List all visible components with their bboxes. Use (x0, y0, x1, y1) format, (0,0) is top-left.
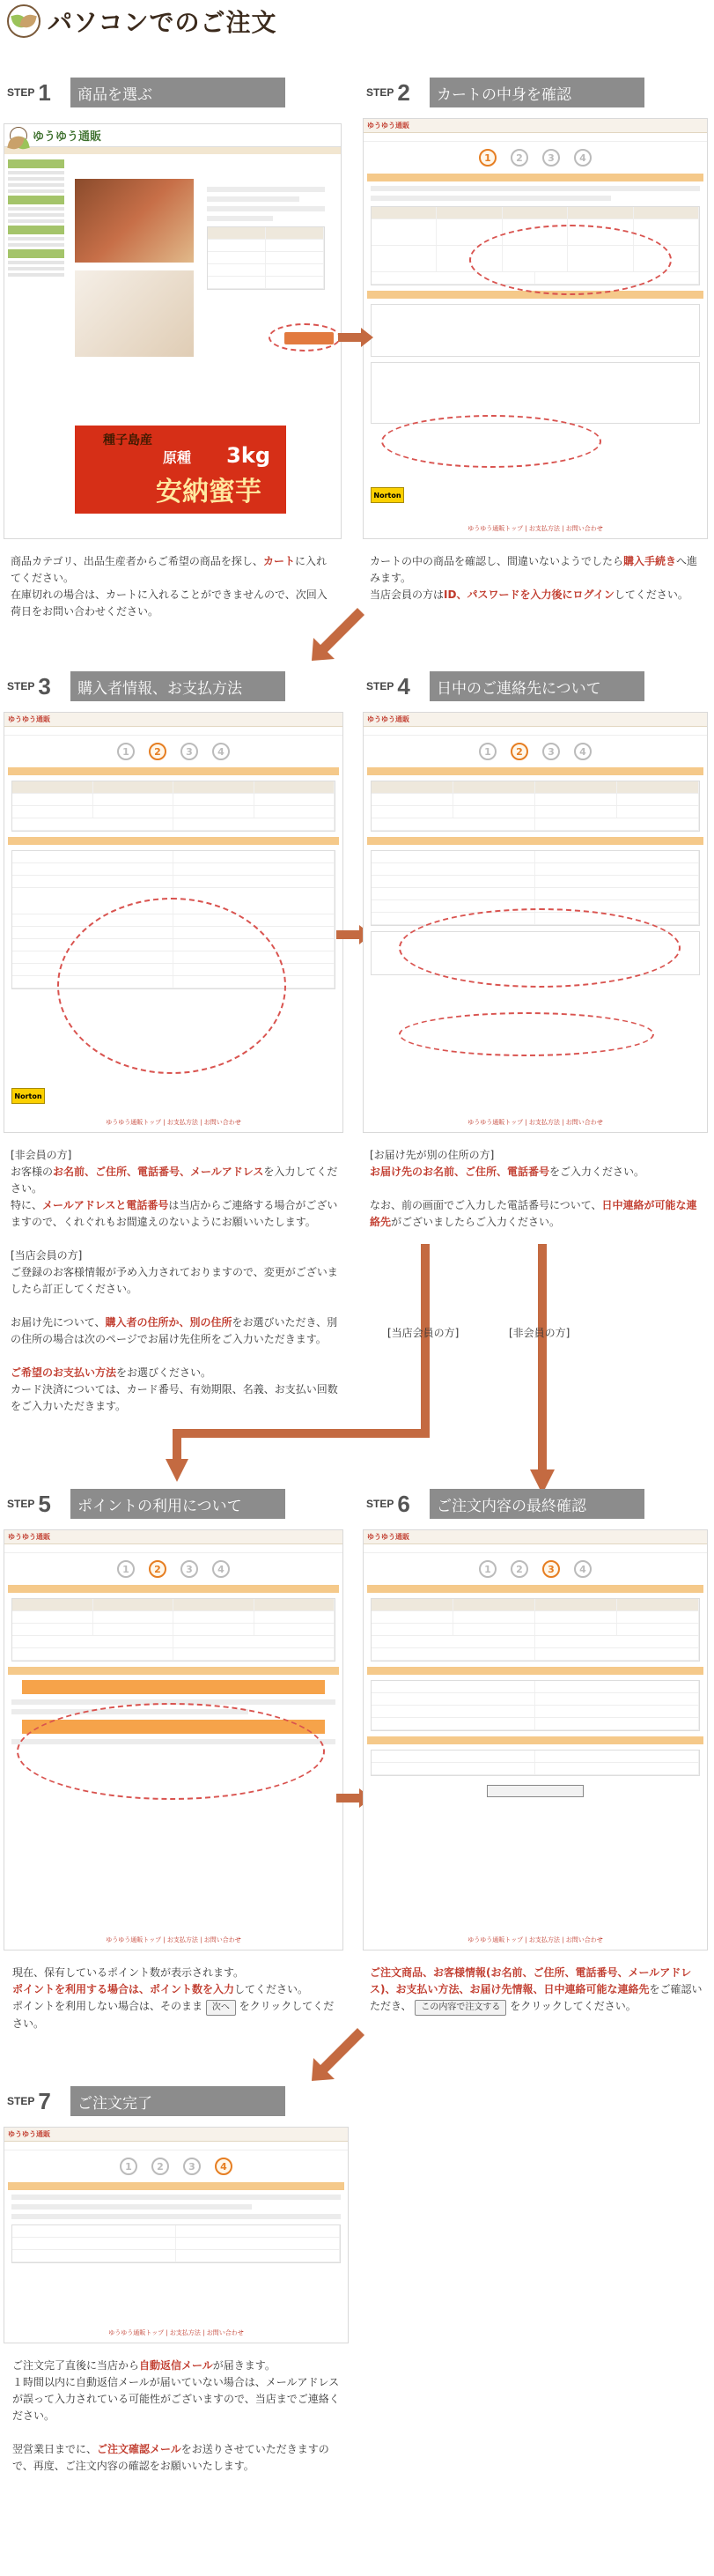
step-1-description: 商品カテゴリ、出品生産者からご希望の商品を探し、カートに入れてください。 在庫切れの場合は、カートに入れることができませんので、次回入荷日をお問い合わせください。 (11, 555, 328, 618)
step-1-screenshot (4, 123, 342, 539)
step-3-title: 購入者情報、お支払方法 (70, 671, 285, 701)
step-6-header: STEP 6 ご注文内容の最終確認 (363, 1489, 644, 1519)
arrow-2-to-3 (312, 608, 364, 661)
step-2-title: カートの中身を確認 (430, 78, 644, 107)
step-5-title: ポイントの利用について (70, 1489, 285, 1519)
step-7-description: ご注文完了直後に当店から自動返信メールが届きます。 １時間以内に自動返信メールが届いていない場合は、メールアドレスが誤って入力されている可能性がございますので、当店までご連絡ください。 翌営業日までに、ご注文確認メールをお送りさせていただきますので、再度、ご注文内容の確認をお願いいたします。 (12, 2359, 340, 2472)
step-7-screenshot: ゆうゆう通販 1 2 3 4 ゆうゆう通販トップ | お支払方法 | お問い合わせ (4, 2127, 349, 2343)
norton-badge: Norton (371, 487, 404, 503)
arrow-6-to-7 (312, 2028, 364, 2081)
nonmember-label: [非会員の方] (509, 1327, 570, 1339)
shop-logo-icon (10, 127, 27, 144)
step-1-header (4, 78, 285, 107)
step-3-screenshot: ゆうゆう通販 1 2 3 4 Norton ゆうゆう通販トップ | お支払方法 | お問い合わせ (4, 712, 343, 1133)
step-1-title: 商品を選ぶ (70, 78, 285, 107)
step-5-description: 現在、保有しているポイント数が表示されます。 ポイントを利用する場合は、ポイント数を入力してください。 ポイントを利用しない場合は、そのまま 次へ をクリックしてください。 (12, 1966, 335, 2030)
step-2-screenshot: ゆうゆう通販 1 2 3 4 Norton ゆうゆう通販トップ | お支払方法 | お問い合わせ (363, 118, 708, 539)
step-6-screenshot: ゆうゆう通販 1 2 3 4 ゆうゆう通販トップ | お支払方法 | お問い合わせ (363, 1529, 708, 1951)
arrow-nonmember-branch (530, 1244, 555, 1499)
page-title: パソコンでのご注文 (48, 8, 277, 37)
step-4-title: 日中のご連絡先について (430, 671, 644, 701)
step-1-num: 1 (38, 78, 51, 106)
product-banner (75, 426, 286, 514)
product-photo-2 (75, 270, 194, 357)
banner-weight: 3kg (226, 443, 270, 468)
arrow-1-to-2 (338, 328, 373, 347)
step-3-description: [非会員の方] お客様のお名前、ご住所、電話番号、メールアドレスを入力してください。 特に、メールアドレスと電話番号は当店からご連絡する場合がございますので、くれぐれもお間違えのないようにお願いいたします。 [当店会員の方] ご登録のお客様情報が予め入力されておりますので、変更がございましたら訂正してください。 お届け先について、購入者の住所か、別の住所をお選びいただき、別の住所の場合は次のページでお届け先住所をご入力いただきます。 ご希望のお支払い方法をお選びください。 カード決済については、カード番号、有効期限、名義、お支払い回数をご入力いただきます。 (11, 1149, 338, 1412)
shop-sidebar (8, 159, 64, 279)
leaf-logo-icon (7, 4, 40, 38)
banner-main: 原種 (163, 449, 192, 466)
step-4-screenshot: ゆうゆう通販 1 2 3 4 ゆうゆう通販トップ | お支払方法 | お問い合わせ (363, 712, 708, 1133)
step-3-header: STEP 3 購入者情報、お支払方法 (4, 671, 285, 701)
shop-logo-text: ゆうゆう通販 (33, 130, 102, 144)
page-header (7, 2, 276, 41)
mini-order-button (487, 1785, 584, 1797)
next-button[interactable]: 次へ (206, 2000, 236, 2016)
arrow-member-branch (166, 1244, 430, 1491)
step-6-description: ご注文商品、お客様情報(お名前、ご住所、電話番号、メールアドレス)、お支払い方法、お届け先情報、日中連絡可能な連絡先をご確認いただき、 この内容で注文する をクリックしてください。 (370, 1965, 704, 2016)
member-label: [当店会員の方] (387, 1327, 460, 1339)
step-2-description: カートの中の商品を確認し、間違いないようでしたら購入手続きへ進みます。 当店会員の方はID、パスワードを入力後にログインしてください。 (370, 555, 698, 601)
confirm-order-button[interactable]: この内容で注文する (415, 2000, 506, 2016)
step-1-tag: STEP (7, 86, 35, 99)
step-6-title: ご注文内容の最終確認 (430, 1489, 644, 1519)
step-7-title: ご注文完了 (70, 2086, 285, 2116)
step-4-description: [お届け先が別の住所の方] お届け先のお名前、ご住所、電話番号をご入力ください。 なお、前の画面でご入力した電話番号について、日中連絡が可能な連絡先がございましたらご入力ください。 (370, 1149, 697, 1228)
step-5-header: STEP 5 ポイントの利用について (4, 1489, 285, 1519)
step-7-header: STEP 7 ご注文完了 (4, 2086, 285, 2116)
step-4-header: STEP 4 日中のご連絡先について (363, 671, 644, 701)
step-2-header: STEP 2 カートの中身を確認 (363, 78, 644, 107)
step-5-screenshot: ゆうゆう通販 1 2 3 4 ゆうゆう通販トップ | お支払方法 | お問い合わせ (4, 1529, 343, 1951)
product-photo-1 (75, 179, 194, 263)
banner-origin: 種子島産 (103, 433, 152, 448)
banner-product: 安納蜜芋 (156, 477, 261, 507)
